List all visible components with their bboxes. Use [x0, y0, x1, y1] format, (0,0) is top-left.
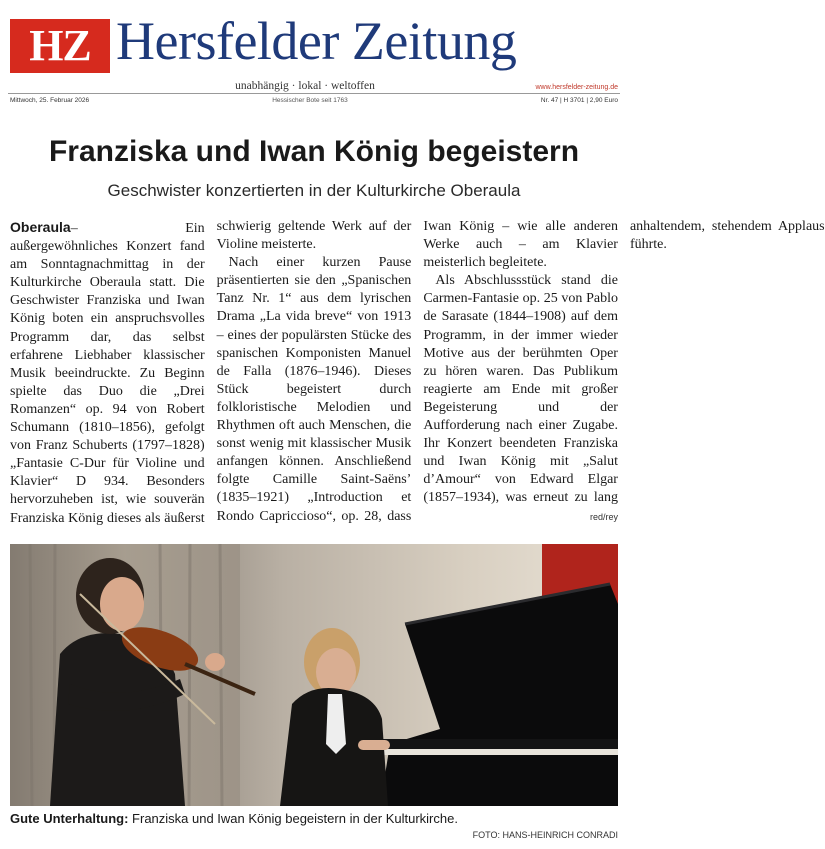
article-subheadline: Geschwister konzertierten in der Kulturkirche Oberaula	[107, 181, 521, 200]
article-body	[10, 218, 825, 536]
concert-photo-image	[10, 544, 618, 806]
issue-date: Mittwoch, 25. Februar 2026	[10, 97, 90, 104]
masthead	[0, 0, 628, 108]
masthead-divider	[8, 93, 620, 94]
tagline: unabhängig · lokal · weltoffen	[235, 80, 375, 92]
photo-caption	[10, 810, 618, 827]
photo-credit: FOTO: HANS-HEINRICH CONRADI	[472, 830, 618, 840]
article-paragraph: Als Abschlussstück stand die Carmen-Fantasie op. 25 von Pablo de Sarasate (1844–1908) auf dem Programm, in der immer wieder Motive aus der berühmten Oper zu hören waren. Das Publikum reagierte am Ende mit großer Begeisterung und der Aufforderung nach einer Zugabe. Ihr Konzert beendeten Franziska und Iwan König mit „Salut d’Amour“ von Edward Elgar (1857–1934), was erneut zu lang anhaltendem, stehendem Applaus führte.	[423, 219, 825, 506]
founded-note: Hessischer Bote seit 1763	[272, 97, 348, 104]
caption-lead: Gute Unterhaltung:	[10, 811, 129, 826]
dateline: Oberaula	[10, 219, 71, 235]
newspaper-name: Hersfelder Zeitung	[116, 11, 517, 71]
concert-photo	[10, 544, 618, 806]
article-paragraph: Oberaula– Ein außergewöhnliches Konzert fand am Sonntagnachmittag in der Kulturkirche Oberaula statt. Die Geschwister Franziska und Iwan König boten ein anspruchsvolles Programm dar, das selbst erfahrene Liebhaber klassischer Musik beeindruckte. Zu Beginn spielte das Duo die „Drei Romanzen“ op. 94 von Robert Schumann (1810–1856), gefolgt von Franz Schuberts (1797–1828) „Fantasie C-Dur für Violine und Klavier“ D 934. Besonders hervorzuheben ist, wie souverän Franziska König dieses als äußerst schwierig geltende Werk auf der Violine meisterte.	[10, 219, 412, 526]
author-credit: red/rey	[589, 512, 618, 522]
article-paragraph: Nach einer kurzen Pause präsentierten sie den „Spanischen Tanz Nr. 1“ aus dem lyrischen Drama „La vida breve“ von 1913 – eines der populärsten Stücke des spanischen Komponisten Manuel de Falla (1876–1946). Dieses Stück begeistert durch folkloristische Melodien und Rhythmen oft auch Menschen, die sonst wenig mit klassischer Musik anfangen können. Anschließend folgte Camille Saint-Saëns’ (1835–1921) „Introduction et Rondo Capriccioso“, op. 28, dass Iwan König – wie alle anderen Werke auch – am Klavier meisterlich begleitete.	[216, 219, 618, 524]
issue-number: Nr. 47 | H 3701 | 2,90 Euro	[540, 97, 618, 104]
hz-logo: HZ	[10, 19, 110, 73]
caption-text: Franziska und Iwan König begeistern in der Kulturkirche.	[128, 811, 458, 826]
website-link[interactable]: www.hersfelder-zeitung.de	[535, 84, 618, 91]
article-headline: Franziska und Iwan König begeistern	[48, 135, 580, 168]
